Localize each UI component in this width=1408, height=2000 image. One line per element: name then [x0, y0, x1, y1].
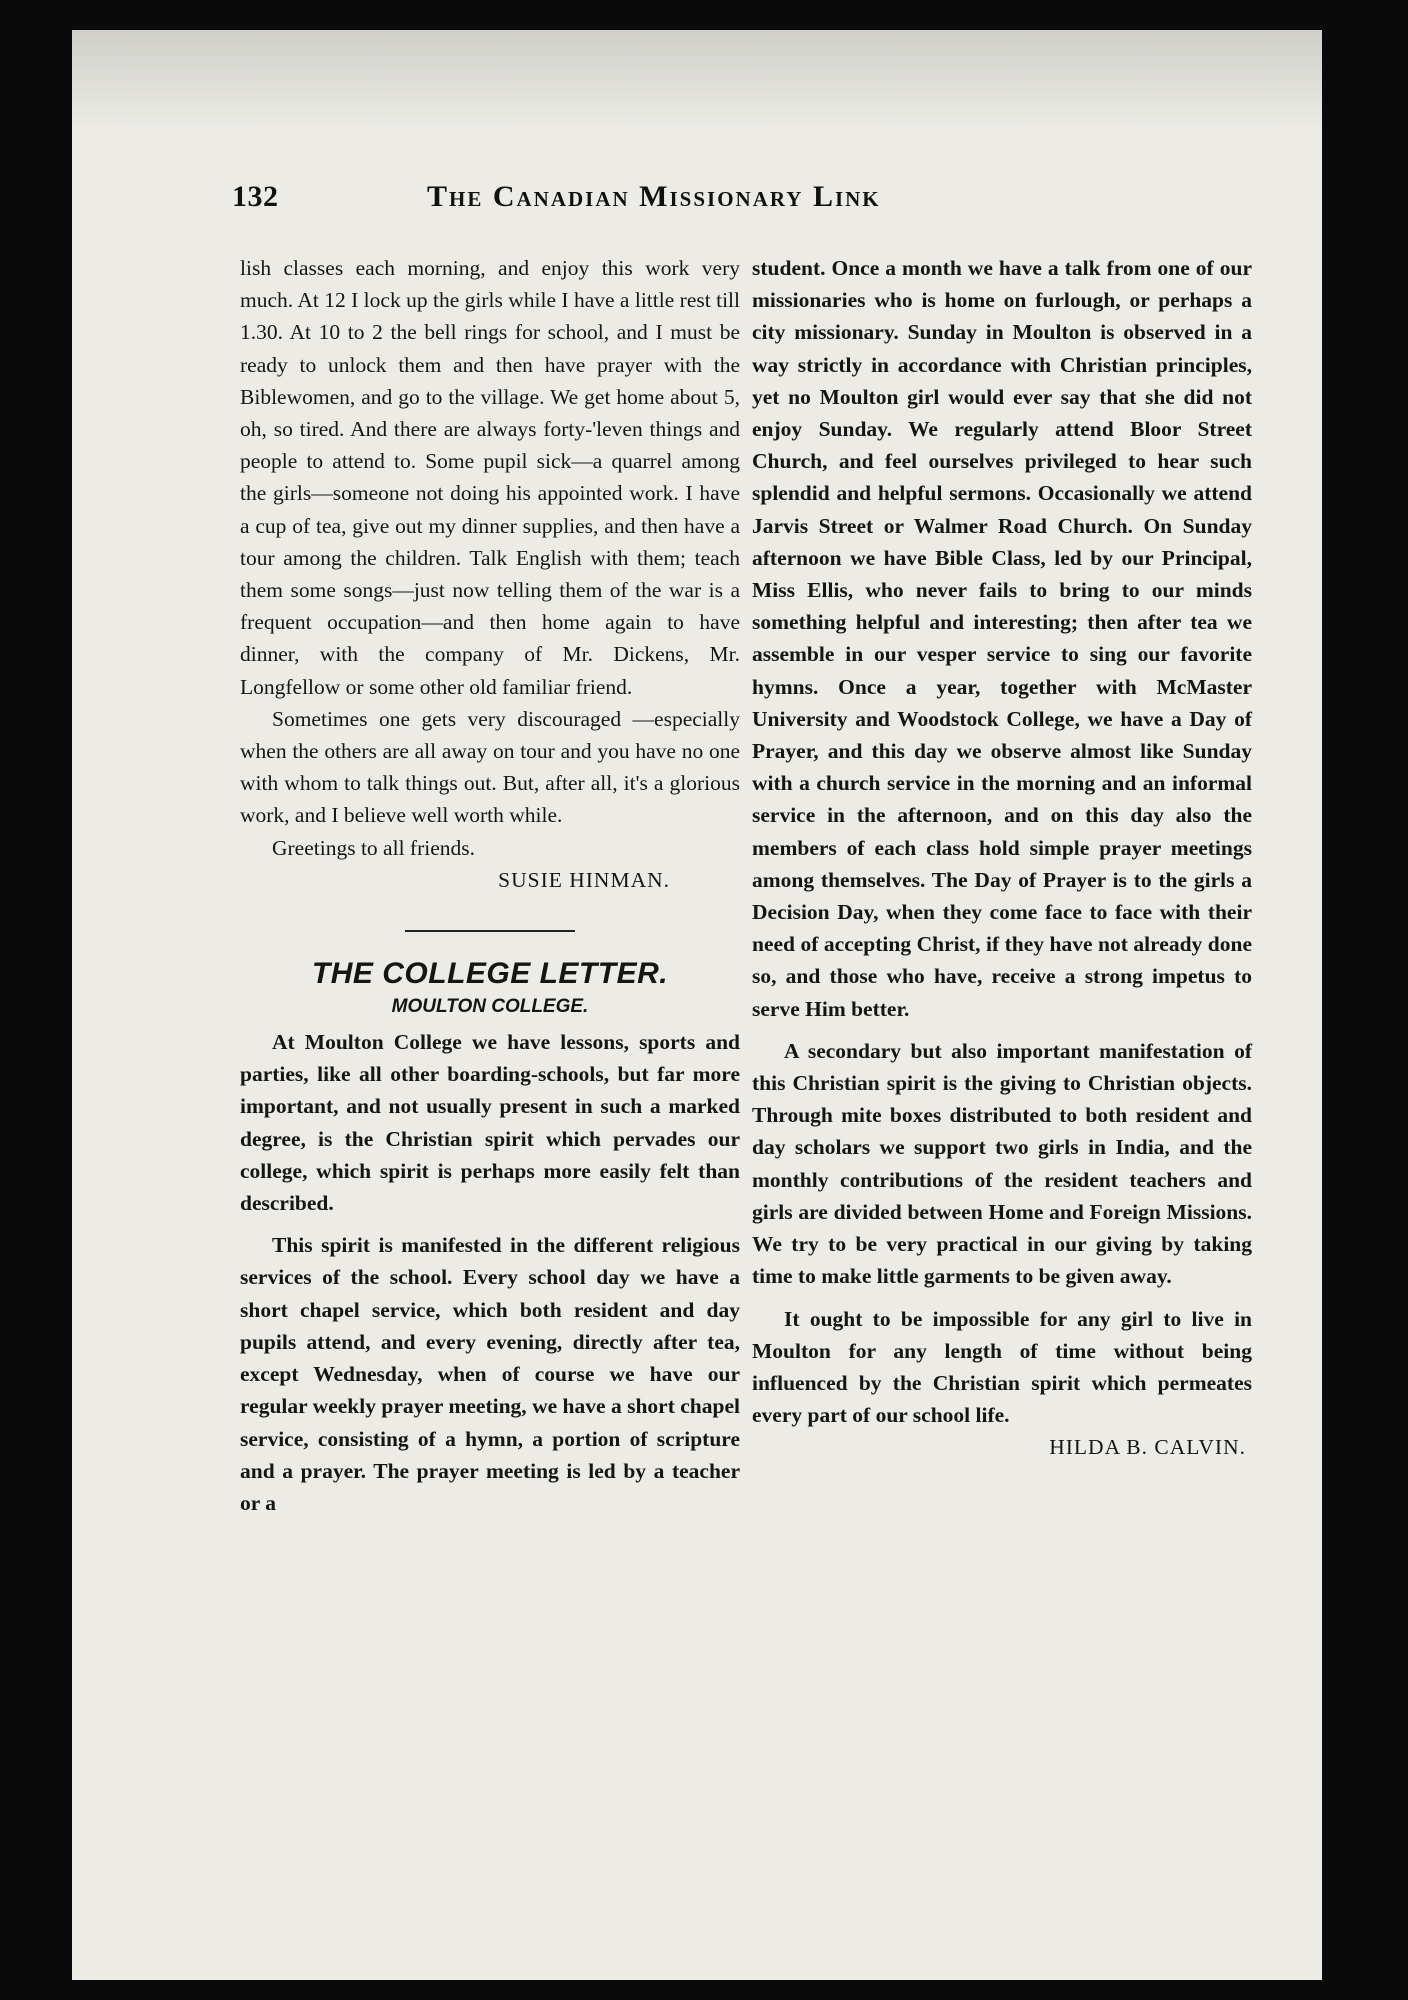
magazine-page — [72, 30, 1322, 1980]
article-subtitle: MOULTON COLLEGE. — [391, 996, 589, 1018]
article-title: THE COLLEGE LETTER. — [311, 957, 669, 991]
article-signature: HILDA B. CALVIN. — [1049, 1435, 1246, 1460]
letter-signature: SUSIE HINMAN. — [498, 867, 670, 892]
article-paragraph: It ought to be impossible for any girl to live in Moulton for any length of time without being influenced by the Christian spirit which permeates every part of our school life. — [752, 1306, 1252, 1428]
page-number: 132 — [232, 180, 279, 213]
article-paragraph-continued: student. Once a month we have a talk from one of our missionaries who is home on furlough, or perhaps a city missionary. Sunday in Moulton is observed in a way strictly in accordance with Christian principles, yet no Moulton girl would ever say that she did not enjoy Sunday. We regularly attend Bloor Street Church, and feel ourselves privileged to hear such splendid and helpful sermons. Occasionally we attend Jarvis Street or Walmer Road Church. On Sunday afternoon we have Bible Class, led by our Principal, Miss Ellis, who never fails to bring to our minds something helpful and interesting; then after tea we assemble in our vesper service to sing our favorite hymns. Once a year, together with McMaster University and Woodstock College, we have a Day of Prayer, and this day we observe almost like Sunday with a church service in the morning and an informal service in the afternoon, and on this day also the members of each class hold simple prayer meetings among themselves. The Day of Prayer is to the girls a Decision Day, when they come face to face with their need of accepting Christ, if they have not already done so, and those who have, receive a strong impetus to serve Him better. — [752, 256, 1252, 1021]
right-column — [752, 252, 1252, 1464]
missionary-letter-continued: lish classes each morning, and enjoy this work very much. At 12 I lock up the girls while I have a little rest till 1.30. At 10 to 2 the bell rings for school, and I must be ready to unlock them and then have prayer with the Biblewomen, and go to the village. We get home about 5, oh, so tired. And there are always forty-'leven things and people to attend to. Some pupil sick—a quarrel among the girls—someone not doing his appointed work. I have a cup of tea, give out my dinner supplies, and then have a tour among the children. Talk English with them; teach them some songs—just now telling them of the war is a frequent occupation—and then home again to have dinner, with the company of Mr. Dickens, Mr. Longfellow or some other old familiar friend. — [240, 256, 740, 699]
article-paragraph: A secondary but also important manifestation of this Christian spirit is the giving to Christian objects. Through mite boxes distributed to both resident and day scholars we support two girls in India, and the monthly contributions of the resident teachers and girls are divided between Home and Foreign Missions. We try to be very practical in our giving by taking time to make little garments to be given away. — [752, 1038, 1252, 1289]
greeting-line: Greetings to all friends. — [272, 835, 476, 860]
left-column — [240, 252, 740, 1519]
journal-title: The Canadian Missionary Link — [427, 180, 881, 213]
missionary-letter-discouraged: Sometimes one gets very discouraged —especially when the others are all away on tour and you have no one with whom to talk things out. But, after all, it's a glorious work, and I believe well worth while. — [240, 706, 740, 828]
article-paragraph: This spirit is manifested in the different religious services of the school. Every school day we have a short chapel service, which both resident and day pupils attend, and every evening, directly after tea, except Wednesday, when of course we have our regular weekly prayer meeting, we have a short chapel service, consisting of a hymn, a portion of scripture and a prayer. The prayer meeting is led by a teacher or a — [240, 1233, 740, 1515]
article-paragraph: At Moulton College we have lessons, sports and parties, like all other boarding-schools, but far more important, and not usually present in such a marked degree, is the Christian spirit which pervades our college, which spirit is perhaps more easily felt than described. — [240, 1030, 740, 1216]
section-divider — [405, 930, 575, 932]
